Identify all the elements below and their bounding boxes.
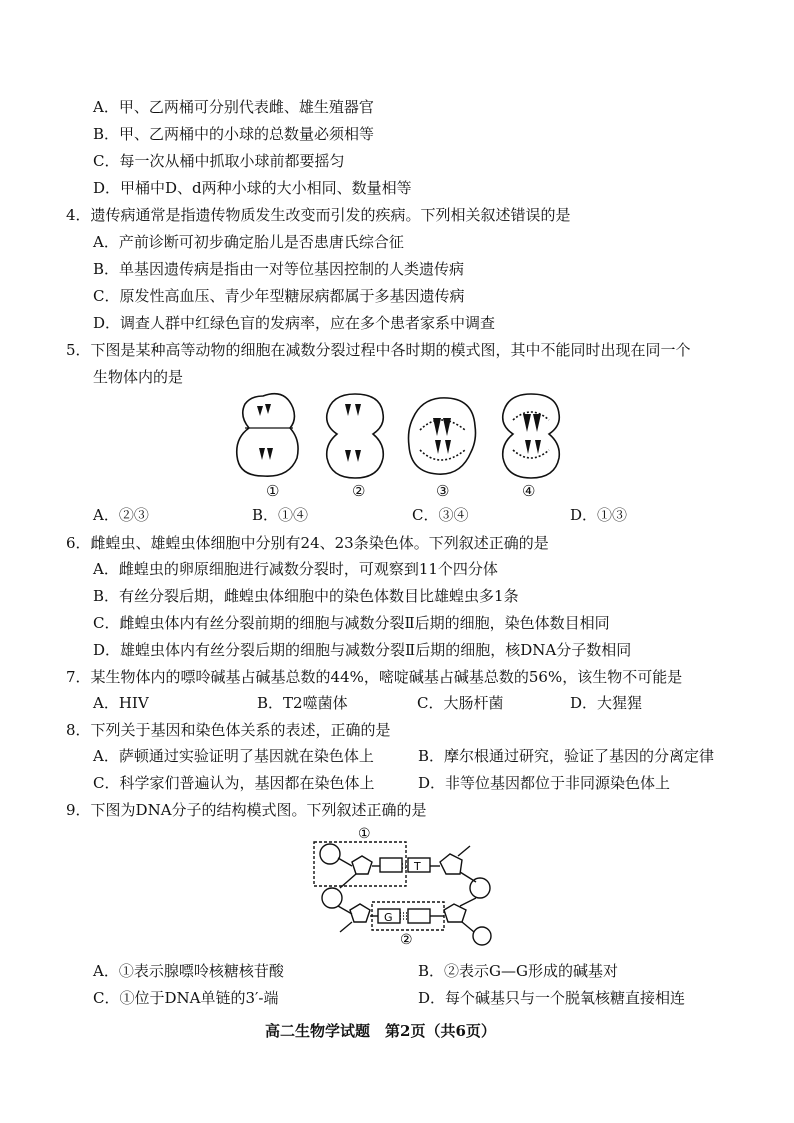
q8-stem: 8．下列关于基因和染色体关系的表述，正确的是 bbox=[66, 721, 391, 739]
q5-option-b: B．①④ bbox=[252, 506, 309, 524]
base-4 bbox=[408, 909, 430, 923]
cell-2-membrane bbox=[327, 394, 384, 478]
q6-option-b: B．有丝分裂后期，雌蝗虫体细胞中的染色体数目比雄蝗虫多1条 bbox=[93, 587, 519, 605]
sugar-2 bbox=[440, 854, 462, 874]
q4-stem: 4．遗传病通常是指遗传物质发生改变而引发的疾病。下列相关叙述错误的是 bbox=[66, 206, 571, 224]
cell-4-membrane bbox=[503, 394, 560, 478]
q5-stem-line1: 5．下图是某种高等动物的细胞在减数分裂过程中各时期的模式图，其中不能同时出现在同一个 bbox=[66, 341, 691, 359]
sugar-1 bbox=[352, 856, 372, 874]
q4-option-a: A．产前诊断可初步确定胎儿是否患唐氏综合征 bbox=[93, 233, 404, 251]
q9-option-a: A．①表示腺嘌呤核糖核苷酸 bbox=[93, 962, 284, 980]
q7-option-d: D．大猩猩 bbox=[570, 694, 643, 712]
q7-option-a: A．HIV bbox=[93, 694, 149, 712]
base-1 bbox=[380, 858, 402, 872]
q9-option-c: C．①位于DNA单链的3′-端 bbox=[93, 989, 279, 1007]
q5-cell-figure bbox=[235, 390, 565, 480]
q4-option-b: B．单基因遗传病是指由一对等位基因控制的人类遗传病 bbox=[93, 260, 465, 278]
q8-option-a: A．萨顿通过实验证明了基因就在染色体上 bbox=[93, 747, 374, 765]
phosphate-1 bbox=[320, 844, 340, 864]
page-footer: 高二生物学试题 第2页（共6页） bbox=[265, 1022, 496, 1040]
q5-option-d: D．①③ bbox=[570, 506, 628, 524]
box-1-label: ① bbox=[358, 826, 371, 842]
q3-option-a: A．甲、乙两桶可分别代表雌、雄生殖器官 bbox=[93, 98, 374, 116]
dna-structure-figure bbox=[300, 826, 500, 946]
q8-option-b: B．摩尔根通过研究，验证了基因的分离定律 bbox=[418, 747, 715, 765]
cell-label-3: ③ bbox=[436, 482, 450, 500]
phosphate-2 bbox=[470, 878, 490, 898]
q4-option-c: C．原发性高血压、青少年型糖尿病都属于多基因遗传病 bbox=[93, 287, 465, 305]
q3-option-c: C．每一次从桶中抓取小球前都要摇匀 bbox=[93, 152, 345, 170]
q9-stem: 9．下图为DNA分子的结构模式图。下列叙述正确的是 bbox=[66, 801, 427, 819]
q9-option-b: B．②表示G—G形成的碱基对 bbox=[418, 962, 618, 980]
q7-option-c: C．大肠杆菌 bbox=[417, 694, 504, 712]
sugar-4 bbox=[444, 904, 466, 922]
q8-option-d: D．非等位基因都位于非同源染色体上 bbox=[418, 774, 671, 792]
q3-option-b: B．甲、乙两桶中的小球的总数量必须相等 bbox=[93, 125, 375, 143]
q7-option-b: B．T2噬菌体 bbox=[257, 694, 348, 712]
q9-option-d: D．每个碱基只与一个脱氧核糖直接相连 bbox=[418, 989, 686, 1007]
q4-option-d: D．调查人群中红绿色盲的发病率，应在多个患者家系中调查 bbox=[93, 314, 496, 332]
q6-stem: 6．雌蝗虫、雄蝗虫体细胞中分别有24、23条染色体。下列叙述正确的是 bbox=[66, 534, 549, 552]
cell-3-membrane bbox=[409, 398, 476, 474]
box-2-label: ② bbox=[400, 932, 413, 946]
cell-label-1: ① bbox=[266, 482, 280, 500]
q6-option-a: A．雌蝗虫的卵原细胞进行减数分裂时，可观察到11个四分体 bbox=[93, 560, 498, 578]
phosphate-3 bbox=[322, 888, 342, 908]
q7-stem: 7．某生物体内的嘌呤碱基占碱基总数的44%，嘧啶碱基占碱基总数的56%，该生物不可能是 bbox=[66, 668, 683, 686]
q5-option-a: A．②③ bbox=[93, 506, 149, 524]
q8-option-c: C．科学家们普遍认为，基因都在染色体上 bbox=[93, 774, 375, 792]
base-g-label: G bbox=[384, 911, 393, 924]
q6-option-c: C．雌蝗虫体内有丝分裂前期的细胞与减数分裂Ⅱ后期的细胞，染色体数目相同 bbox=[93, 614, 610, 632]
sugar-3 bbox=[350, 904, 370, 922]
q5-option-c: C．③④ bbox=[412, 506, 469, 524]
q6-option-d: D．雄蝗虫体内有丝分裂后期的细胞与减数分裂Ⅱ后期的细胞，核DNA分子数相同 bbox=[93, 641, 632, 659]
q5-stem-line2: 生物体内的是 bbox=[93, 368, 184, 386]
base-t-label: T bbox=[414, 860, 421, 873]
cell-label-2: ② bbox=[352, 482, 366, 500]
cell-label-4: ④ bbox=[522, 482, 536, 500]
q3-option-d: D．甲桶中D、d两种小球的大小相同、数量相等 bbox=[93, 179, 412, 197]
phosphate-4 bbox=[473, 927, 491, 945]
